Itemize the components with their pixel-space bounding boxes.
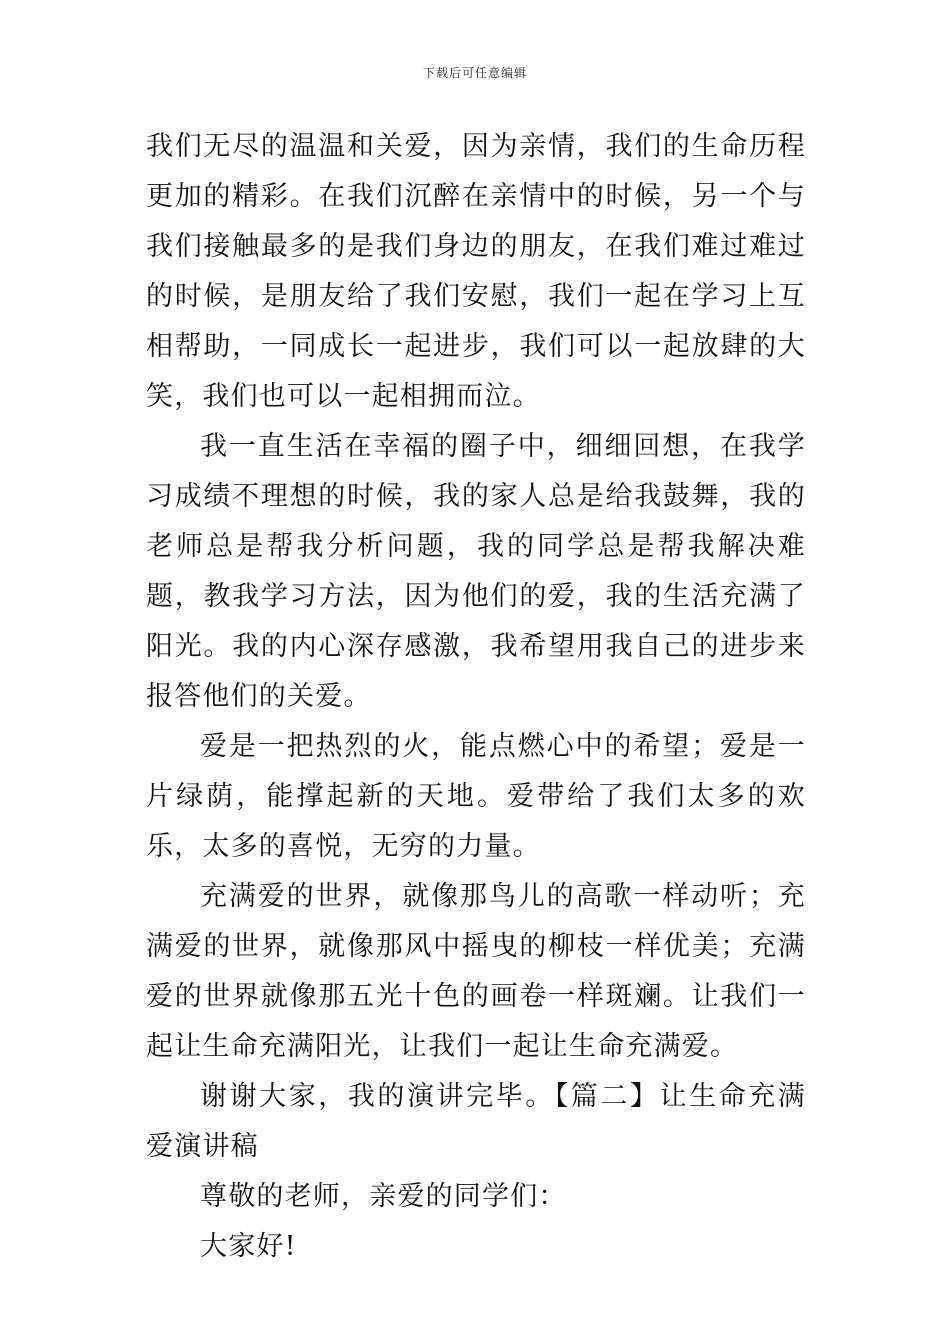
document-body <box>146 122 806 1272</box>
salutation: 尊敬的老师，亲爱的同学们： <box>200 1181 567 1212</box>
paragraph: 我一直生活在幸福的圈子中，细细回想，在我学习成绩不理想的时候，我的家人总是给我鼓舞，我的老师总是帮我分析问题，我的同学总是帮我解决难题，教我学习方法，因为他们的爱，我的生活充满了阳光。我的内心深存感激，我希望用我自己的进步来报答他们的关爱。 <box>146 431 806 712</box>
paragraph: 爱是一把热烈的火，能点燃心中的希望；爱是一片绿荫，能撑起新的天地。爱带给了我们太多的欢乐，太多的喜悦，无穷的力量。 <box>146 731 806 862</box>
header-note: 下载后可任意编辑 <box>422 66 527 80</box>
paragraph-section-break: 谢谢大家，我的演讲完毕。【篇二】让生命充满爱演讲稿 <box>146 1081 806 1162</box>
greeting: 大家好! <box>200 1231 297 1262</box>
paragraph: 充满爱的世界，就像那鸟儿的高歌一样动听；充满爱的世界，就像那风中摇曳的柳枝一样优美；充满爱的世界就像那五光十色的画卷一样斑斓。让我们一起让生命充满阳光，让我们一起让生命充满爱。 <box>146 881 806 1062</box>
paragraph-continuation: 我们无尽的温温和关爱，因为亲情，我们的生命历程更加的精彩。在我们沉醉在亲情中的时候，另一个与我们接触最多的是我们身边的朋友，在我们难过难过的时候，是朋友给了我们安慰，我们一起在学习上互相帮助，一同成长一起进步，我们可以一起放肆的大笑，我们也可以一起相拥而泣。 <box>146 131 806 412</box>
